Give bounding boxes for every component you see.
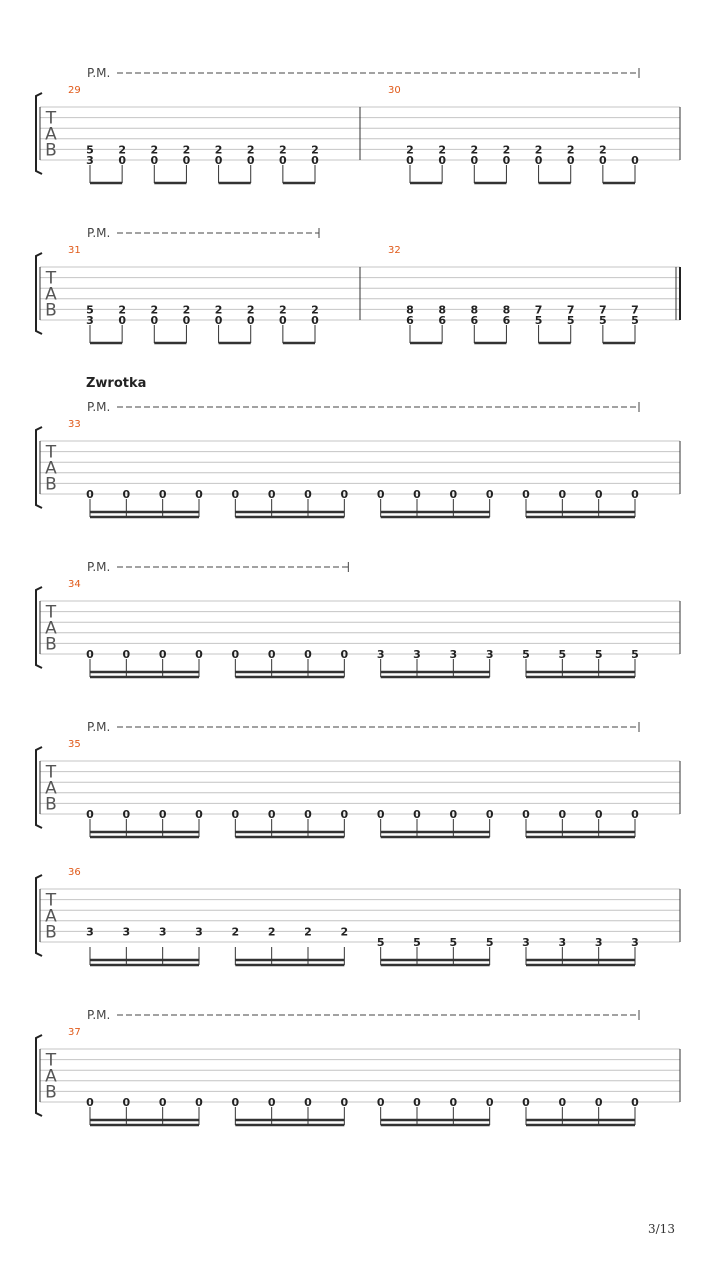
tab-clef-t: T xyxy=(45,442,57,463)
tab-clef-a: A xyxy=(45,778,57,799)
fret-number: 5 xyxy=(376,936,385,949)
fret-number: 3 xyxy=(449,648,458,661)
fret-number: 0 xyxy=(195,1096,203,1109)
fret-number: 7 xyxy=(566,303,575,317)
fret-number: 7 xyxy=(534,303,543,317)
fret-number: 0 xyxy=(599,154,607,167)
fret-number: 0 xyxy=(86,1096,94,1109)
fret-number: 2 xyxy=(214,143,223,157)
fret-number: 0 xyxy=(340,648,349,661)
fret-number: 2 xyxy=(279,303,287,317)
tab-clef-b: B xyxy=(45,794,57,815)
fret-number: 3 xyxy=(558,936,567,949)
fret-number: 8 xyxy=(438,303,446,317)
fret-number: 0 xyxy=(522,808,530,821)
tab-clef-b: B xyxy=(45,474,57,495)
fret-number: 0 xyxy=(558,1096,567,1109)
fret-number: 3 xyxy=(522,936,530,949)
fret-number: 2 xyxy=(118,303,126,317)
fret-number: 0 xyxy=(304,808,312,821)
fret-number: 3 xyxy=(376,648,385,661)
tab-clef-t: T xyxy=(45,268,57,289)
fret-number: 2 xyxy=(118,143,126,157)
fret-number: 0 xyxy=(150,314,159,327)
fret-number: 0 xyxy=(86,648,94,661)
fret-number: 5 xyxy=(594,648,603,661)
system-bracket xyxy=(36,747,42,828)
fret-number: 2 xyxy=(182,143,191,157)
fret-number: 0 xyxy=(158,1096,167,1109)
fret-number: 2 xyxy=(246,143,255,157)
palm-mute-label: P.M. xyxy=(87,66,111,80)
fret-number: 0 xyxy=(406,154,414,167)
fret-number: 0 xyxy=(231,488,240,501)
fret-number: 0 xyxy=(118,154,126,167)
fret-number: 5 xyxy=(86,303,94,317)
fret-number: 0 xyxy=(246,154,255,167)
fret-number: 3 xyxy=(86,154,94,167)
palm-mute-label: P.M. xyxy=(87,226,111,240)
measure-number: 35 xyxy=(68,739,81,750)
fret-number: 0 xyxy=(594,1096,603,1109)
fret-number: 3 xyxy=(195,925,203,939)
fret-number: 2 xyxy=(267,925,276,939)
measure-number: 32 xyxy=(388,245,401,256)
tab-clef-t: T xyxy=(45,602,57,623)
fret-number: 0 xyxy=(304,1096,312,1109)
fret-number: 3 xyxy=(158,925,167,939)
fret-number: 0 xyxy=(267,648,276,661)
fret-number: 2 xyxy=(566,143,575,157)
system-bracket xyxy=(36,253,42,334)
fret-number: 5 xyxy=(558,648,567,661)
fret-number: 3 xyxy=(122,925,131,939)
tab-clef-t: T xyxy=(45,108,57,129)
fret-number: 0 xyxy=(594,808,603,821)
fret-number: 5 xyxy=(534,314,543,327)
fret-number: 0 xyxy=(631,488,639,501)
fret-number: 0 xyxy=(311,154,319,167)
fret-number: 0 xyxy=(534,154,543,167)
measure-number: 36 xyxy=(68,867,81,878)
fret-number: 2 xyxy=(304,925,312,939)
fret-number: 6 xyxy=(438,314,446,327)
tab-clef-b: B xyxy=(45,1082,57,1103)
fret-number: 0 xyxy=(279,314,287,327)
tab-clef-b: B xyxy=(45,300,57,321)
fret-number: 8 xyxy=(502,303,511,317)
fret-number: 5 xyxy=(599,314,607,327)
fret-number: 2 xyxy=(279,143,287,157)
fret-number: 0 xyxy=(195,648,203,661)
fret-number: 0 xyxy=(122,1096,131,1109)
fret-number: 2 xyxy=(340,925,349,939)
fret-number: 7 xyxy=(599,303,607,317)
fret-number: 5 xyxy=(631,314,639,327)
measure-number: 34 xyxy=(68,579,81,590)
fret-number: 0 xyxy=(195,808,203,821)
fret-number: 5 xyxy=(413,936,421,949)
section-label: Zwrotka xyxy=(86,376,147,391)
fret-number: 0 xyxy=(470,154,479,167)
fret-number: 0 xyxy=(502,154,511,167)
fret-number: 2 xyxy=(150,143,159,157)
fret-number: 0 xyxy=(231,808,240,821)
fret-number: 0 xyxy=(150,154,159,167)
fret-number: 0 xyxy=(214,314,223,327)
fret-number: 0 xyxy=(449,1096,458,1109)
fret-number: 8 xyxy=(470,303,479,317)
fret-number: 0 xyxy=(86,488,94,501)
fret-number: 0 xyxy=(376,1096,385,1109)
fret-number: 0 xyxy=(558,808,567,821)
fret-number: 0 xyxy=(449,808,458,821)
tab-clef-b: B xyxy=(45,634,57,655)
fret-number: 0 xyxy=(631,1096,639,1109)
system-bracket xyxy=(36,875,42,956)
fret-number: 0 xyxy=(376,808,385,821)
system-bracket xyxy=(36,427,42,508)
fret-number: 0 xyxy=(195,488,203,501)
fret-number: 0 xyxy=(485,1096,494,1109)
fret-number: 0 xyxy=(246,314,255,327)
fret-number: 6 xyxy=(470,314,479,327)
fret-number: 6 xyxy=(502,314,511,327)
measure-number: 31 xyxy=(68,245,81,256)
fret-number: 0 xyxy=(340,808,349,821)
tab-clef-a: A xyxy=(45,618,57,639)
fret-number: 2 xyxy=(599,143,607,157)
fret-number: 0 xyxy=(304,648,312,661)
palm-mute-label: P.M. xyxy=(87,720,111,734)
tab-clef-t: T xyxy=(45,762,57,783)
fret-number: 2 xyxy=(246,303,255,317)
fret-number: 2 xyxy=(502,143,511,157)
fret-number: 0 xyxy=(340,1096,349,1109)
fret-number: 0 xyxy=(182,314,191,327)
measure-number: 29 xyxy=(68,85,81,96)
fret-number: 0 xyxy=(267,1096,276,1109)
fret-number: 0 xyxy=(522,1096,530,1109)
tab-clef-a: A xyxy=(45,906,57,927)
fret-number: 3 xyxy=(631,936,639,949)
fret-number: 5 xyxy=(449,936,458,949)
fret-number: 5 xyxy=(631,648,639,661)
fret-number: 0 xyxy=(231,1096,240,1109)
tab-clef-t: T xyxy=(45,1050,57,1071)
fret-number: 0 xyxy=(182,154,191,167)
fret-number: 5 xyxy=(566,314,575,327)
fret-number: 0 xyxy=(122,808,131,821)
fret-number: 0 xyxy=(122,648,131,661)
fret-number: 0 xyxy=(485,488,494,501)
fret-number: 3 xyxy=(594,936,603,949)
fret-number: 0 xyxy=(279,154,287,167)
fret-number: 0 xyxy=(376,488,385,501)
measure-number: 37 xyxy=(68,1027,81,1038)
fret-number: 0 xyxy=(86,808,94,821)
fret-number: 0 xyxy=(267,808,276,821)
fret-number: 0 xyxy=(558,488,567,501)
fret-number: 0 xyxy=(449,488,458,501)
system-bracket xyxy=(36,1035,42,1116)
palm-mute-label: P.M. xyxy=(87,400,111,414)
fret-number: 0 xyxy=(566,154,575,167)
fret-number: 2 xyxy=(534,143,543,157)
fret-number: 0 xyxy=(231,648,240,661)
palm-mute-label: P.M. xyxy=(87,560,111,574)
fret-number: 3 xyxy=(86,314,94,327)
fret-number: 2 xyxy=(150,303,159,317)
tab-clef-a: A xyxy=(45,458,57,479)
tab-clef-a: A xyxy=(45,124,57,145)
fret-number: 3 xyxy=(86,925,94,939)
fret-number: 2 xyxy=(311,143,319,157)
fret-number: 3 xyxy=(485,648,494,661)
palm-mute-label: P.M. xyxy=(87,1008,111,1022)
tab-clef-t: T xyxy=(45,890,57,911)
fret-number: 0 xyxy=(118,314,126,327)
fret-number: 0 xyxy=(311,314,319,327)
fret-number: 2 xyxy=(470,143,479,157)
fret-number: 0 xyxy=(413,808,421,821)
measure-number: 30 xyxy=(388,85,401,96)
fret-number: 2 xyxy=(406,143,414,157)
fret-number: 0 xyxy=(340,488,349,501)
fret-number: 0 xyxy=(122,488,131,501)
fret-number: 2 xyxy=(311,303,319,317)
fret-number: 8 xyxy=(406,303,414,317)
page-number: 3/13 xyxy=(648,1222,675,1236)
tab-clef-b: B xyxy=(45,922,57,943)
fret-number: 2 xyxy=(182,303,191,317)
fret-number: 2 xyxy=(231,925,240,939)
system-bracket xyxy=(36,93,42,174)
fret-number: 5 xyxy=(485,936,494,949)
fret-number: 0 xyxy=(485,808,494,821)
tab-clef-b: B xyxy=(45,140,57,161)
fret-number: 2 xyxy=(438,143,446,157)
measure-number: 33 xyxy=(68,419,81,430)
fret-number: 0 xyxy=(214,154,223,167)
fret-number: 0 xyxy=(631,154,639,167)
fret-number: 0 xyxy=(594,488,603,501)
fret-number: 3 xyxy=(413,648,421,661)
fret-number: 0 xyxy=(413,1096,421,1109)
fret-number: 2 xyxy=(214,303,223,317)
fret-number: 0 xyxy=(158,808,167,821)
fret-number: 7 xyxy=(631,303,639,317)
fret-number: 0 xyxy=(631,808,639,821)
fret-number: 0 xyxy=(267,488,276,501)
fret-number: 0 xyxy=(522,488,530,501)
fret-number: 0 xyxy=(158,488,167,501)
fret-number: 0 xyxy=(158,648,167,661)
fret-number: 5 xyxy=(86,143,94,157)
fret-number: 5 xyxy=(522,648,530,661)
tab-clef-a: A xyxy=(45,284,57,305)
tab-clef-a: A xyxy=(45,1066,57,1087)
fret-number: 0 xyxy=(438,154,446,167)
fret-number: 0 xyxy=(304,488,312,501)
fret-number: 6 xyxy=(406,314,414,327)
fret-number: 0 xyxy=(413,488,421,501)
system-bracket xyxy=(36,587,42,668)
